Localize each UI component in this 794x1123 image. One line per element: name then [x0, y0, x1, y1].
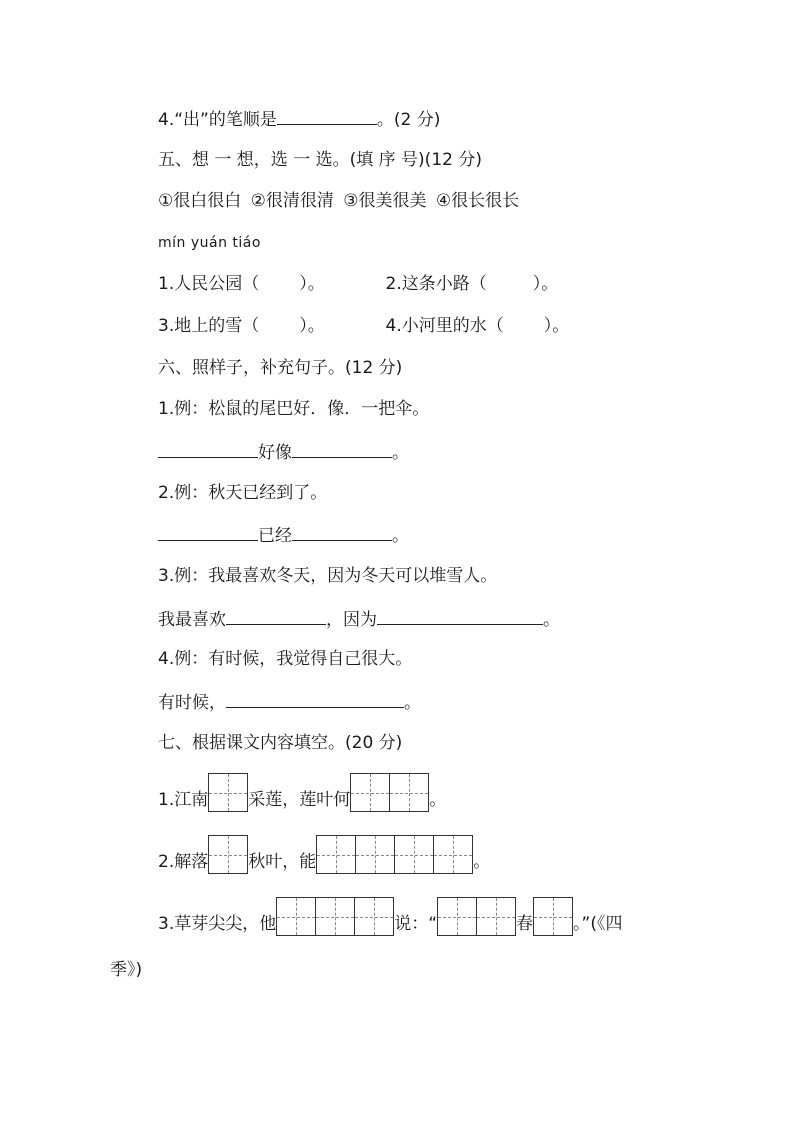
fill1-mid: 好像	[258, 443, 292, 463]
section5-row-2	[158, 314, 569, 338]
writing-grid-1[interactable]	[208, 773, 248, 812]
section6-example-1: 1.例：松鼠的尾巴好．像．一把伞。	[158, 399, 430, 419]
writing-grid-6[interactable]	[437, 897, 516, 936]
item-2-close: ）。	[532, 274, 559, 294]
section7-title: 七、根据课文内容填空。(20 分)	[158, 733, 403, 753]
writing-grid-3[interactable]	[208, 835, 248, 874]
fill1-blank-a[interactable]	[158, 439, 258, 458]
item-3-close: ）。	[299, 316, 325, 336]
section6-example-4: 4.例：有时候，我觉得自己很大。	[158, 649, 413, 669]
section5-pinyin: mín yuán tiáo	[158, 235, 261, 251]
q4-answer-blank[interactable]	[277, 106, 377, 125]
item-1-close: ）。	[299, 274, 325, 294]
l1-b: 采莲，莲叶何	[248, 790, 351, 810]
section6-fill-3	[158, 606, 560, 630]
section7-line-1	[158, 772, 446, 812]
l2-a: 2.解落	[158, 852, 209, 872]
fill2-end: 。	[392, 526, 409, 546]
section6-title: 六、照样子，补充句子。(12 分)	[158, 358, 403, 378]
l2-b: 秋叶，能	[248, 852, 317, 872]
section7-line-3	[158, 896, 623, 936]
writing-grid-4[interactable]	[316, 835, 473, 874]
question-4-line	[158, 106, 440, 130]
fill3-start: 我最喜欢	[158, 610, 226, 630]
l1-c: 。	[429, 790, 447, 810]
fill4-blank[interactable]	[226, 689, 404, 708]
fill3-end: 。	[543, 610, 560, 630]
fill4-start: 有时候，	[158, 693, 226, 713]
section7-line-2	[158, 834, 490, 874]
fill3-blank-a[interactable]	[226, 606, 326, 625]
fill3-mid: ，因为	[326, 610, 377, 630]
section6-fill-4	[158, 689, 421, 713]
item-3-text: 3.地上的雪（	[158, 316, 260, 336]
fill2-blank-a[interactable]	[158, 522, 258, 541]
item-4-close: ）。	[543, 316, 570, 336]
section6-example-3: 3.例：我最喜欢冬天，因为冬天可以堆雪人。	[158, 566, 498, 586]
fill1-end: 。	[392, 443, 409, 463]
section5-title: 五、想 一 想，选 一 选。(填 序 号)(12 分)	[158, 150, 482, 170]
section6-fill-1	[158, 439, 409, 463]
q4-suffix: 。(2 分)	[376, 110, 441, 130]
fill2-blank-b[interactable]	[292, 522, 392, 541]
writing-grid-5[interactable]	[276, 897, 394, 936]
l3-b: 说：“	[394, 914, 438, 934]
section5-row-1	[158, 272, 558, 296]
l3-c: 春	[516, 914, 534, 934]
l1-a: 1.江南	[158, 790, 209, 810]
section6-example-2: 2.例：秋天已经到了。	[158, 483, 328, 503]
writing-grid-2[interactable]	[350, 773, 429, 812]
writing-grid-7[interactable]	[533, 897, 573, 936]
fill2-mid: 已经	[258, 526, 292, 546]
l2-c: 。	[473, 852, 491, 872]
section6-fill-2	[158, 522, 409, 546]
item-4-text: 4.小河里的水（	[385, 316, 504, 336]
fill4-end: 。	[404, 693, 421, 713]
fill3-blank-b[interactable]	[377, 606, 543, 625]
q4-prefix: 4.“出”的笔顺是	[158, 110, 277, 130]
item-1-text: 1.人民公园（	[158, 274, 260, 294]
l3-a: 3.草芽尖尖，他	[158, 914, 277, 934]
l3-d: 。”(《四	[573, 914, 623, 934]
item-2-text: 2.这条小路（	[385, 274, 487, 294]
fill1-blank-b[interactable]	[292, 439, 392, 458]
section5-options: ①很白很白 ②很清很清 ③很美很美 ④很长很长	[158, 191, 520, 211]
section7-line-3-wrap: 季》)	[110, 960, 143, 980]
